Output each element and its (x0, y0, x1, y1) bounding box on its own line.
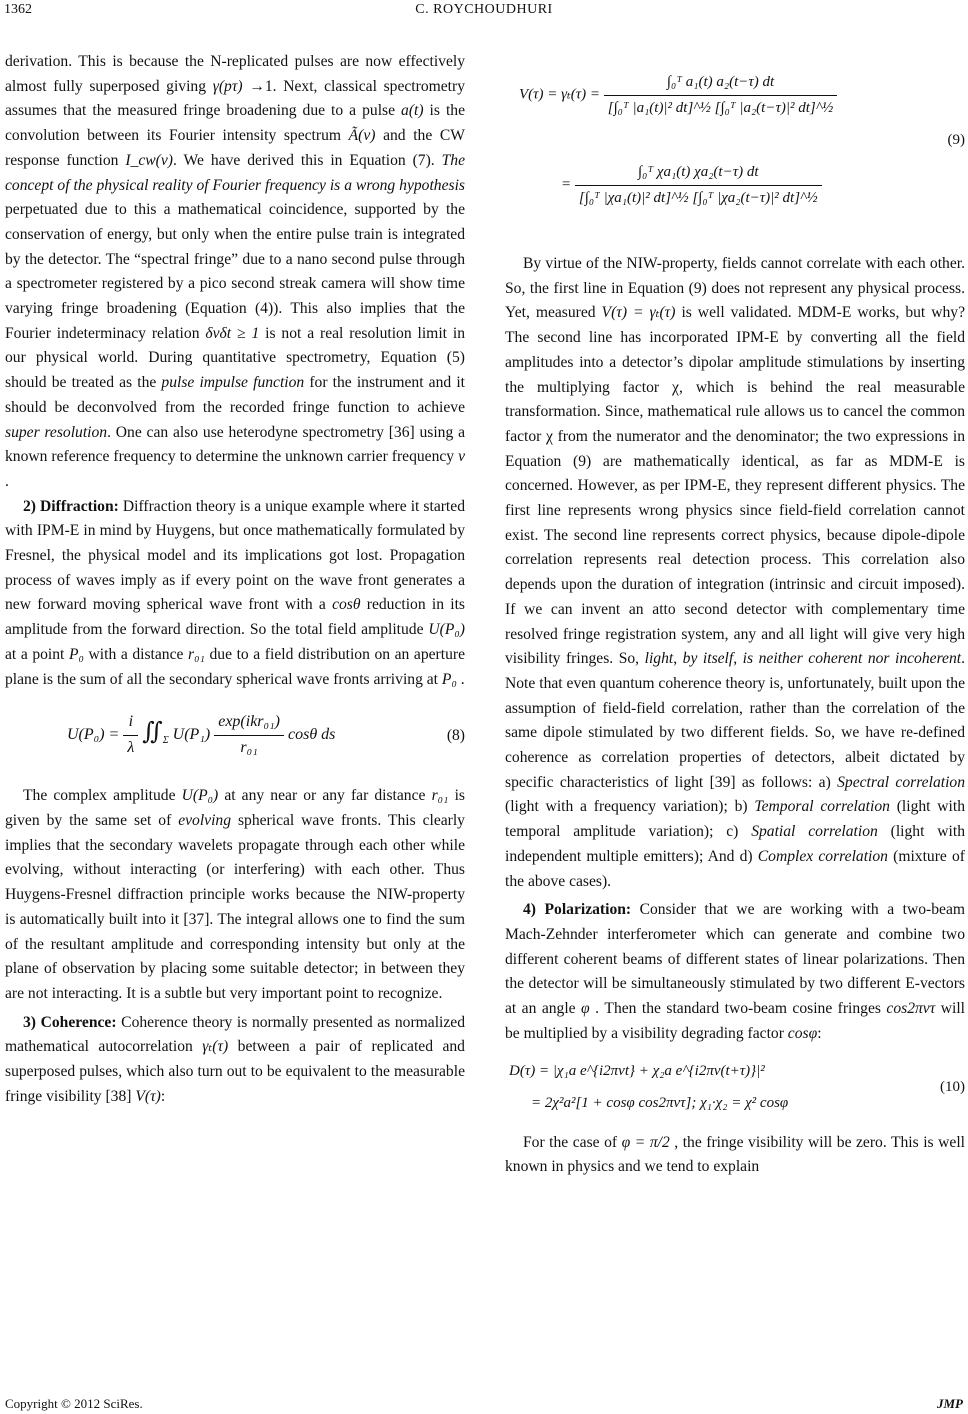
page-footer (5, 1396, 963, 1412)
equation-number: (9) (947, 132, 965, 148)
math-inline: δνδt ≥ 1 (205, 324, 260, 342)
paragraph: 4) Polarization: Consider that we are working with a two-beam Mach-Zehnder interferometer which can generate and combine two different coherent beams of different states of linear polarizations. Then the detector will be simultaneously stimulated by two different E-vectors at an angle φ . Then the standard two-beam cosine fringes cos2πντ will be multiplied by a visibility degrading factor cosφ: (505, 901, 965, 1042)
math-inline: a(t) (401, 102, 424, 120)
math-inline: γₜ(τ) (202, 1038, 229, 1056)
math-inline: P₀ (68, 645, 84, 663)
math-inline: cosθ (332, 596, 361, 614)
paragraph: By virtue of the NIW-property, fields cannot correlate with each other. So, the first line in Equation (9) does not represent any physical process. Yet, measured V(τ) = γₜ(τ) is well validated. MDM-E works, but why? The second line has incorporated IPM-E by converting all the field amplitudes into a detector’s dipolar amplitude stimulations by inserting the multiplying factor χ, which is behind the real measurable transformation. Since, mathematical rule allows us to cancel the common factor χ from the numerator and the denominator; the two expressions in Equation (9) are mathematically identical, as far as MDM-E is concerned. However, as per IPM-E, they represent different physics. The first line represents wrong physics since field-field correlation cannot exist. The second line represents correct physics, because dipole-dipole correlation represents real detection process. This correlation also depends upon the duration of integration (intrinsic and circuit imposed). If we can invent an atto second detector with complementary time resolved fringe registration system, any and all light will give very high visibility fringes. So, light, by itself, is neither coherent nor incoherent. Note that even quantum coherence theory is, unfortunately, built upon the assumption of field-field correlation, rather than the correlation of the same dipole stimulated by two different fields. So, we have re-defined coherence as correlation properties of detectors, albeit dictated by specific characteristics of light [39] as follows: a) Spectral correlation (light with a frequency variation); b) Temporal correlation (light with temporal amplitude variation); c) Spatial correlation (light with independent multiple emitters); And d) Complex correlation (mixture of the above cases). (505, 255, 966, 890)
section-heading: 4) Polarization: (523, 901, 632, 919)
paragraph: The complex amplitude U(P₀) at any near or any far distance r₀₁ is given by the same set of evolving spherical wave fronts. This clearly implies that the secondary wavelets propagate through each other while evolving, without interacting (or interfering) with each other. Thus Huygens-Fresnel diffraction principle works because the NIW-property is automatically built into it [37]. The integral allows one to find the sum of the resultant amplitude and corresponding intensity but only at the plane of observation by placing some suitable detector; in between they are not interacting. It is a subtle but very important point to recognize. (5, 787, 465, 1002)
math-inline: r₀₁ (431, 787, 449, 805)
math-inline: Ã(ν) (348, 127, 376, 145)
equation-9: V(τ) = γₜ(τ) = $\frac{\text{∫₀ᵀ a₁(t) a₂(t−τ) dt}}{\text{[∫₀ᵀ |a₁(t)|² dt]\textasciicircum{}½ [∫₀ᵀ |a₂(t−τ)|² dt]\textasciicircum{}½}}$ = $\frac{\text{∫₀ᵀ χa₁(t) χa₂(t−τ) dt}}{\text{[∫₀ᵀ |χa₁(t)|² dt]\textasciicircum{}½ [∫₀ᵀ |χa₂(t−τ)|² dt]\textasciicircum{}½}}$ (9) (505, 50, 965, 240)
math-inline: cos2πντ (886, 1000, 936, 1018)
math-inline: V(τ) (135, 1087, 161, 1105)
equation-10: D(τ) = |χ₁a e^{i2πνt} + χ₂a e^{i2πν(t+τ)}|² = 2χ²a²[1 + cosφ cos2πντ]; χ₁·χ₂ = χ² cosφ (10) (509, 1062, 965, 1111)
paragraph: derivation. This is because the N-replicated pulses are now effectively almost fully superposed giving γ(pτ) →1. Next, classical spectrometry assumes that the measured fringe broadening due to a pulse a(t) is the convolution between its Fourier intensity spectrum Ã(ν) and the CW response function I_cw(ν). We have derived this in Equation (7). The concept of the physical reality of Fourier frequency is a wrong hypothesis perpetuated due to this a mathematical coincidence, supported by the conservation of energy, but only when the entire pulse train is integrated by the detector. The “spectral fringe” due to a nano second pulse through a spectrometer registered by a pico second streak camera will show time varying fringe broadening (Equation (4)). This also implies that the Fourier indeterminacy relation δνδt ≥ 1 is not a real resolution limit in our physical world. During quantitative spectrometry, Equation (5) should be treated as the pulse impulse function for the instrument and it should be deconvolved from the recorded fringe function to achieve super resolution. One can also use heterodyne spectrometry [36] using a known reference frequency to determine the unknown carrier frequency ν . (5, 53, 465, 490)
running-head: C. ROYCHOUDHURI (415, 2, 553, 17)
math-inline: cosφ (787, 1024, 818, 1042)
journal-abbrev: JMP (937, 1396, 963, 1411)
left-column (5, 50, 465, 1109)
equation-number: (10) (940, 1078, 965, 1095)
math-inline: ν (458, 448, 465, 466)
equation-number: (8) (446, 727, 465, 745)
math-inline: φ (581, 1000, 590, 1018)
paragraph: 2) Diffraction: Diffraction theory is a unique example where it started with IPM-E in mind by Huygens, but once mathematically formulated by Fresnel, the physical model and its implications got lost. Propagation process of waves imply as if every point on the wave front generates a new forward moving spherical wave front with a cosθ reduction in its amplitude from the forward direction. So the total field amplitude U(P₀) at a point P₀ with a distance r₀₁ due to a field distribution on an aperture plane is the sum of all the secondary spherical wave fronts arriving at P₀ . (5, 497, 465, 688)
math-inline: γ(pτ) (212, 77, 243, 95)
equation-8: U(P₀) = $\frac{i}{\lambda}$ $∬_\Sigma$ U(P₁) $\frac{\text{exp(ikr₀₁)}}{\text{r₀₁}}$ cosθ ds (8) (5, 702, 465, 772)
paragraph: 3) Coherence: Coherence theory is normally presented as normalized mathematical autocorrelation γₜ(τ) between a pair of replicated and superposed pulses, which also turn out to be equivalent to the measurable fringe visibility [38] V(τ): (5, 1013, 466, 1105)
math-inline: r₀₁ (188, 645, 205, 663)
math-inline: V(τ) = γₜ(τ) (601, 304, 676, 322)
math-inline: P₀ (441, 670, 457, 688)
math-inline: U(P₀) (181, 787, 219, 805)
copyright: Copyright © 2012 SciRes. (5, 1396, 143, 1411)
section-heading: 2) Diffraction: (23, 497, 119, 515)
paragraph: For the case of φ = π/2 , the fringe visibility will be zero. This is well known in physics and we tend to explain (505, 1133, 965, 1176)
math-inline: U(P₀) (428, 621, 465, 639)
math-inline: I_cw(ν) (125, 151, 173, 169)
right-column (505, 50, 965, 1180)
math-inline: φ = π/2 (621, 1133, 670, 1151)
section-heading: 3) Coherence: (23, 1013, 117, 1031)
page-header (0, 2, 968, 24)
page-number: 1362 (4, 2, 32, 17)
